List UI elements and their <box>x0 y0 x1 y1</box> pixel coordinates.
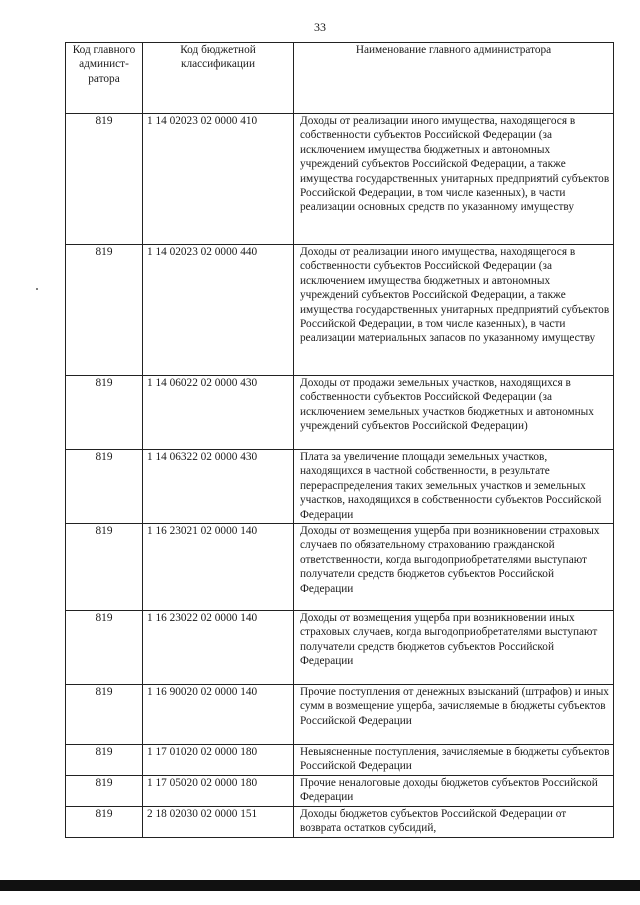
admin-code-cell: 819 <box>66 807 143 838</box>
name-cell: Плата за увеличение площади земельных участков, находящихся в частной собственности, в результате перераспределения таких земельных участков и земельных участков, находящихся в собственности субъектов Российской Федерации <box>294 450 614 524</box>
table-row <box>66 611 614 685</box>
header-kbk: Код бюджетной классификации <box>143 43 294 114</box>
admin-code-cell: 819 <box>66 114 143 245</box>
name-cell: Доходы от реализации иного имущества, находящегося в собственности субъектов Российской Федерации (за исключением имущества бюджетных и автономных учреждений субъектов Российской Федерации, а также имущества государственных унитарных предприятий субъектов Российской Федерации, в том числе казенных), в части реализации материальных запасов по указанному имуществу <box>294 245 614 376</box>
name-cell: Прочие поступления от денежных взысканий (штрафов) и иных сумм в возмещение ущерба, зачисляемые в бюджеты субъектов Российской Федерации <box>294 685 614 745</box>
admin-code-cell: 819 <box>66 745 143 776</box>
table-row <box>66 685 614 745</box>
kbk-cell: 1 14 02023 02 0000 440 <box>143 245 294 376</box>
admin-code-cell: 819 <box>66 450 143 524</box>
admin-code-cell: 819 <box>66 685 143 745</box>
page-number: 33 <box>314 20 326 34</box>
scan-speck <box>36 288 38 290</box>
kbk-cell: 1 16 90020 02 0000 140 <box>143 685 294 745</box>
admin-code-cell: 819 <box>66 245 143 376</box>
kbk-cell: 1 14 02023 02 0000 410 <box>143 114 294 245</box>
table-row <box>66 450 614 524</box>
table-row <box>66 114 614 245</box>
admin-code-cell: 819 <box>66 611 143 685</box>
kbk-cell: 1 17 05020 02 0000 180 <box>143 776 294 807</box>
kbk-cell: 2 18 02030 02 0000 151 <box>143 807 294 838</box>
budget-admin-table <box>65 42 614 838</box>
header-name: Наименование главного администратора <box>294 43 614 114</box>
name-cell: Доходы от продажи земельных участков, находящихся в собственности субъектов Российской Федерации (за исключением земельных участков бюджетных и автономных учреждений субъектов Российской Федерации) <box>294 376 614 450</box>
name-cell: Доходы бюджетов субъектов Российской Федерации от возврата остатков субсидий, <box>294 807 614 838</box>
table-row <box>66 376 614 450</box>
admin-code-cell: 819 <box>66 376 143 450</box>
name-cell: Прочие неналоговые доходы бюджетов субъектов Российской Федерации <box>294 776 614 807</box>
header-admin-code: Код главного админист-ратора <box>66 43 143 114</box>
kbk-cell: 1 16 23021 02 0000 140 <box>143 524 294 611</box>
name-cell: Доходы от реализации иного имущества, находящегося в собственности субъектов Российской Федерации (за исключением имущества бюджетных и автономных учреждений субъектов Российской Федерации, а также имущества государственных унитарных предприятий субъектов Российской Федерации, в том числе казенных), в части реализации основных средств по указанному имуществу <box>294 114 614 245</box>
table-row <box>66 245 614 376</box>
table-row <box>66 776 614 807</box>
name-cell: Невыясненные поступления, зачисляемые в бюджеты субъектов Российской Федерации <box>294 745 614 776</box>
admin-code-cell: 819 <box>66 776 143 807</box>
name-cell: Доходы от возмещения ущерба при возникновении страховых случаев по обязательному страхованию гражданской ответственности, когда выгодоприобретателями выступают получатели средств бюджетов субъектов Российской Федерации <box>294 524 614 611</box>
kbk-cell: 1 14 06322 02 0000 430 <box>143 450 294 524</box>
kbk-cell: 1 14 06022 02 0000 430 <box>143 376 294 450</box>
table-row <box>66 745 614 776</box>
kbk-cell: 1 17 01020 02 0000 180 <box>143 745 294 776</box>
table-row <box>66 807 614 838</box>
name-cell: Доходы от возмещения ущерба при возникновении иных страховых случаев, когда выгодоприобретателями выступают получатели средств бюджетов субъектов Российской Федерации <box>294 611 614 685</box>
table-header-row <box>66 43 614 114</box>
admin-code-cell: 819 <box>66 524 143 611</box>
kbk-cell: 1 16 23022 02 0000 140 <box>143 611 294 685</box>
scan-bottom-bar <box>0 880 640 891</box>
table-row <box>66 524 614 611</box>
